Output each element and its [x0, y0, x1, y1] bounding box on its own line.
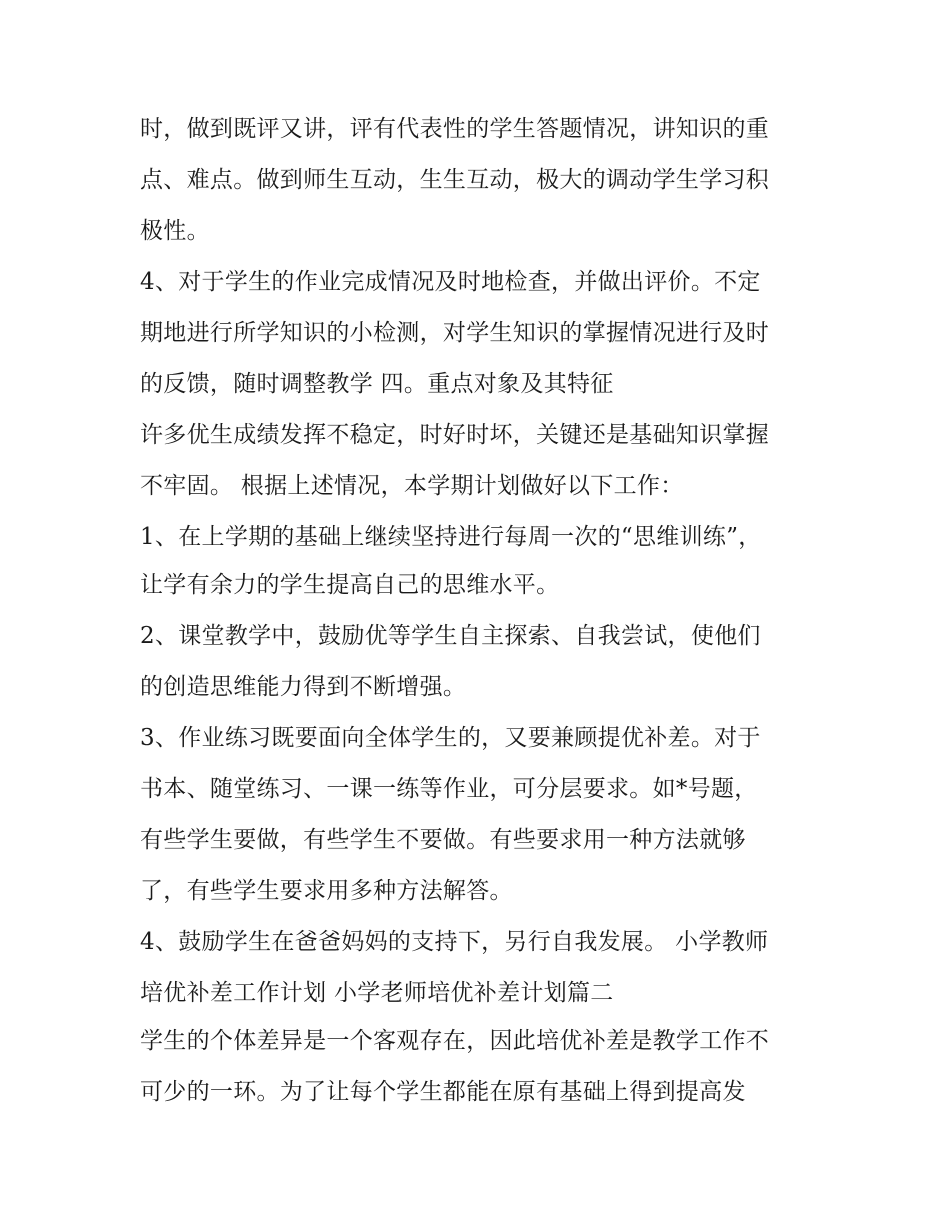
text-line: 4、鼓励学生在爸爸妈妈的支持下，另行自我发展。 小学教师	[140, 929, 769, 955]
text-line: 培优补差工作计划 小学老师培优补差计划篇二	[140, 980, 614, 1006]
text-line: 极性。	[140, 218, 210, 244]
text-line: 了，有些学生要求用多种方法解答。	[140, 878, 513, 904]
text-line: 的反馈，随时调整教学 四。重点对象及其特征	[140, 371, 614, 397]
text-line: 有些学生要做，有些学生不要做。有些要求用一种方法就够	[140, 827, 746, 853]
text-line: 4、对于学生的作业完成情况及时地检查，并做出评价。不定	[140, 269, 761, 295]
text-line: 许多优生成绩发挥不稳定，时好时坏，关键还是基础知识掌握	[140, 422, 770, 448]
text-line: 点、难点。做到师生互动，生生互动，极大的调动学生学习积	[140, 167, 770, 193]
text-line: 期地进行所学知识的小检测，对学生知识的掌握情况进行及时	[140, 320, 770, 346]
text-line: 可少的一环。为了让每个学生都能在原有基础上得到提高发	[140, 1079, 746, 1105]
text-line: 的创造思维能力得到不断增强。	[140, 674, 467, 700]
text-line: 书本、随堂练习、一课一练等作业，可分层要求。如*号题，	[140, 776, 758, 802]
text-line: 学生的个体差异是一个客观存在，因此培优补差是教学工作不	[140, 1028, 770, 1054]
text-line: 1、在上学期的基础上继续坚持进行每周一次的“思维训练”，	[140, 524, 762, 550]
text-line: 3、作业练习既要面向全体学生的，又要兼顾提优补差。对于	[140, 725, 761, 751]
text-line: 让学有余力的学生提高自己的思维水平。	[140, 572, 560, 598]
text-line: 不牢固。 根据上述情况，本学期计划做好以下工作：	[140, 473, 684, 499]
text-line: 2、课堂教学中，鼓励优等学生自主探索、自我尝试，使他们	[140, 623, 761, 649]
text-line: 时，做到既评又讲，评有代表性的学生答题情况，讲知识的重	[140, 116, 770, 142]
